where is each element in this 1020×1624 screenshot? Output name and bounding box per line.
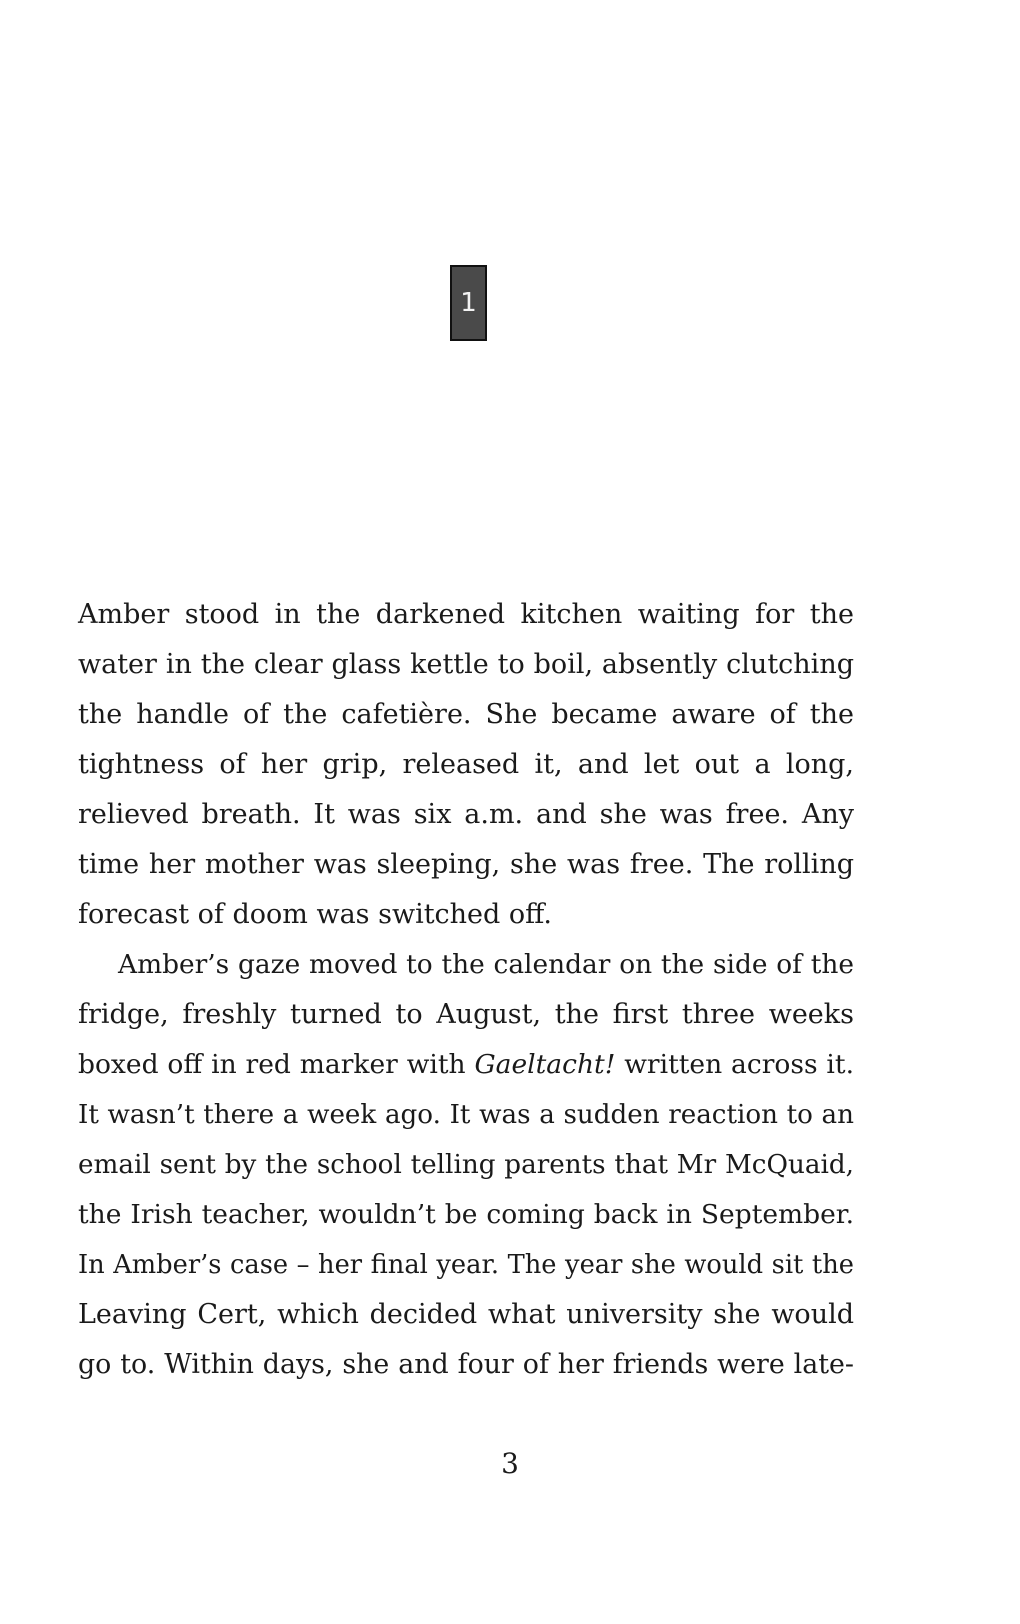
- text-line: forecast of doom was switched off.: [78, 899, 552, 930]
- text-line: fridge, freshly turned to August, the first three weeks: [78, 999, 854, 1030]
- text-line: time her mother was sleeping, she was free. The rolling: [78, 849, 854, 880]
- text-line: Leaving Cert, which decided what university she would: [78, 1299, 854, 1330]
- chapter-number-box: [450, 265, 487, 341]
- text-line: the Irish teacher, wouldn’t be coming back in September.: [78, 1199, 854, 1230]
- text-fragment: boxed off in red marker with: [78, 1049, 475, 1080]
- page-number: 3: [501, 1447, 519, 1480]
- text-line: tightness of her grip, released it, and let out a long,: [78, 749, 854, 780]
- text-fragment: written across it.: [615, 1049, 854, 1080]
- italic-word: Gaeltacht!: [474, 1049, 616, 1080]
- text-line: go to. Within days, she and four of her friends were late-: [78, 1349, 854, 1380]
- text-line: In Amber’s case – her final year. The year she would sit the: [78, 1250, 854, 1280]
- text-line: the handle of the cafetière. She became aware of the: [78, 699, 854, 730]
- paragraph-1: [78, 590, 854, 940]
- chapter-number: 1: [460, 288, 477, 318]
- text-line: email sent by the school telling parents that Mr McQuaid,: [78, 1150, 854, 1180]
- text-line: Amber stood in the darkened kitchen waiting for the: [78, 599, 854, 630]
- text-line: water in the clear glass kettle to boil, absently clutching: [78, 649, 854, 680]
- body-text: [78, 590, 854, 1390]
- paragraph-2: [78, 940, 854, 1390]
- text-line: [78, 1040, 854, 1090]
- text-line: It wasn’t there a week ago. It was a sudden reaction to an: [78, 1100, 854, 1130]
- text-line: relieved breath. It was six a.m. and she was free. Any: [78, 799, 854, 830]
- text-line: Amber’s gaze moved to the calendar on the side of the: [118, 949, 854, 980]
